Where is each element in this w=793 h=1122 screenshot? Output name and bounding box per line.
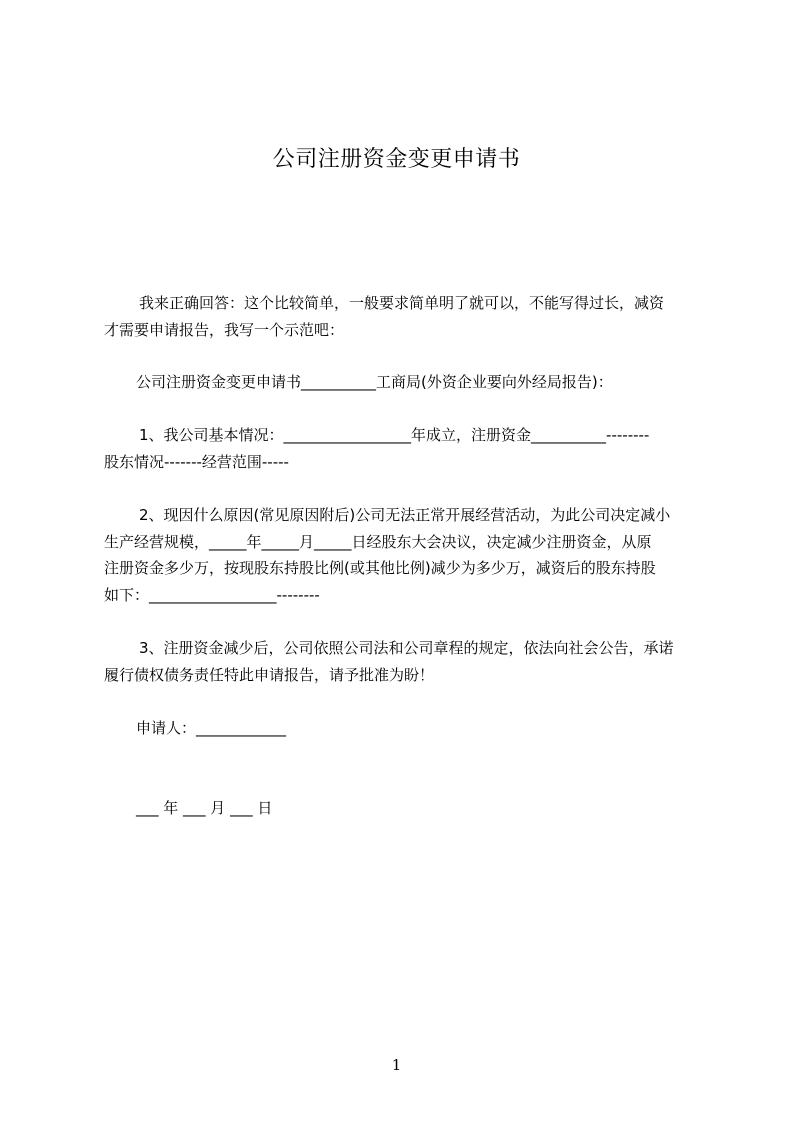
item2-line-1: 2、现因什么原因(常见原因附后)公司无法正常开展经营活动，为此公司决定减小 [139,506,671,524]
intro-line-1: 我来正确回答：这个比较简单，一般要求简单明了就可以，不能写得过长，减资 [139,294,665,312]
item1-line-2: 股东情况-------经营范围----- [104,453,289,471]
intro-line-2: 才需要申请报告，我写一个示范吧： [104,321,345,339]
item2-line-2: 生产经营规模，_____年_____月_____日经股东大会决议，决定减少注册资金，从原 [104,533,652,551]
document-title: 公司注册资金变更申请书 [272,147,521,172]
item1-line-1: 1、我公司基本情况：_________________年成立，注册资金__________-------- [139,426,650,444]
applicant-line: 申请人：____________ [136,719,287,737]
item2-line-3: 注册资金多少万，按现股东持股比例(或其他比例)减少为多少万，减资后的股东持股 [104,559,656,577]
item2-line-4: 如下：_________________-------- [104,586,320,604]
item3-line-1: 3、注册资金减少后，公司依照公司法和公司章程的规定，依法向社会公告，承诺 [139,639,674,657]
date-line: ___ 年 ___ 月 ___ 日 [136,799,273,817]
address-line: 公司注册资金变更申请书__________工商局(外资企业要向外经局报告)： [136,373,613,391]
item3-line-2: 履行债权债务责任特此申请报告，请予批准为盼！ [104,666,435,684]
page-number: 1 [391,1056,402,1074]
